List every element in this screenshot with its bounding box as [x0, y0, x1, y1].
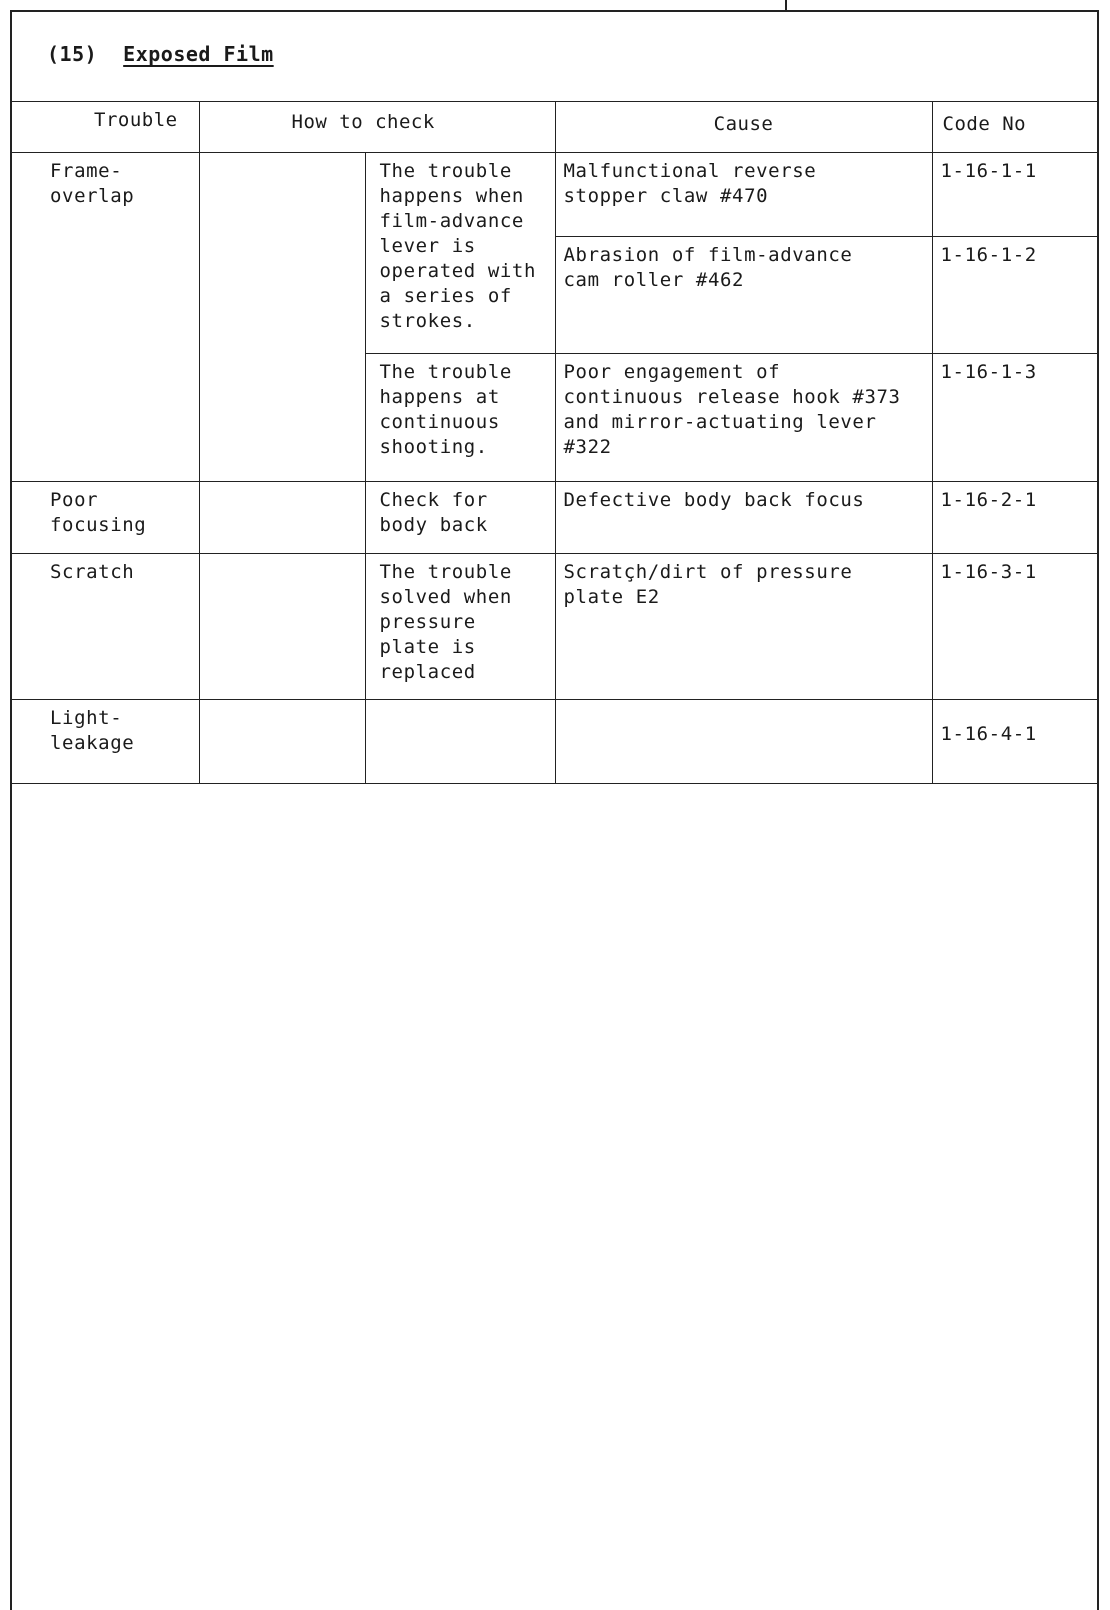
code-cell: 1-16-3-1 — [932, 554, 1099, 700]
cause-cell: Scratçh/dirt of pressure plate E2 — [555, 554, 932, 700]
cause-cell: Abrasion of film-advance cam roller #462 — [555, 237, 932, 354]
code-cell: 1-16-1-3 — [932, 354, 1099, 482]
header-code-no: Code No — [932, 102, 1099, 153]
header-cause: Cause — [555, 102, 932, 153]
check-cell: The trouble solved when pressure plate is replaced — [365, 554, 555, 700]
code-cell: 1-16-1-1 — [932, 153, 1099, 237]
check-cell — [365, 700, 555, 784]
header-how-to-check: How to check — [199, 102, 555, 153]
table-row — [10, 482, 1099, 554]
trouble-table — [10, 101, 1099, 784]
cause-cell — [555, 700, 932, 784]
section-heading — [47, 42, 274, 66]
check-cell: The trouble happens when film-advance lever is operated with a series of strokes. — [365, 153, 555, 354]
check-blank-cell — [199, 700, 365, 784]
frame-divider-tick — [785, 0, 787, 12]
check-blank-cell — [199, 153, 365, 482]
check-blank-cell — [199, 554, 365, 700]
section-number: (15) — [47, 42, 98, 66]
table-row — [10, 554, 1099, 700]
trouble-cell: Frame- overlap — [10, 153, 199, 482]
code-cell: 1-16-4-1 — [932, 700, 1099, 784]
table-row — [10, 153, 1099, 237]
section-title: Exposed Film — [123, 42, 274, 66]
check-blank-cell — [199, 482, 365, 554]
trouble-cell: Scratch — [10, 554, 199, 700]
header-trouble: Trouble — [10, 102, 199, 153]
cause-cell: Malfunctional reverse stopper claw #470 — [555, 153, 932, 237]
code-cell: 1-16-2-1 — [932, 482, 1099, 554]
cause-cell: Defective body back focus — [555, 482, 932, 554]
trouble-cell: Poor focusing — [10, 482, 199, 554]
check-cell: The trouble happens at continuous shooting. — [365, 354, 555, 482]
trouble-cell: Light- leakage — [10, 700, 199, 784]
table-header-row — [10, 102, 1099, 153]
check-cell: Check for body back — [365, 482, 555, 554]
code-cell: 1-16-1-2 — [932, 237, 1099, 354]
trouble-table-wrapper — [10, 101, 1099, 784]
cause-cell: Poor engagement of continuous release hook #373 and mirror-actuating lever #322 — [555, 354, 932, 482]
table-row — [10, 700, 1099, 784]
